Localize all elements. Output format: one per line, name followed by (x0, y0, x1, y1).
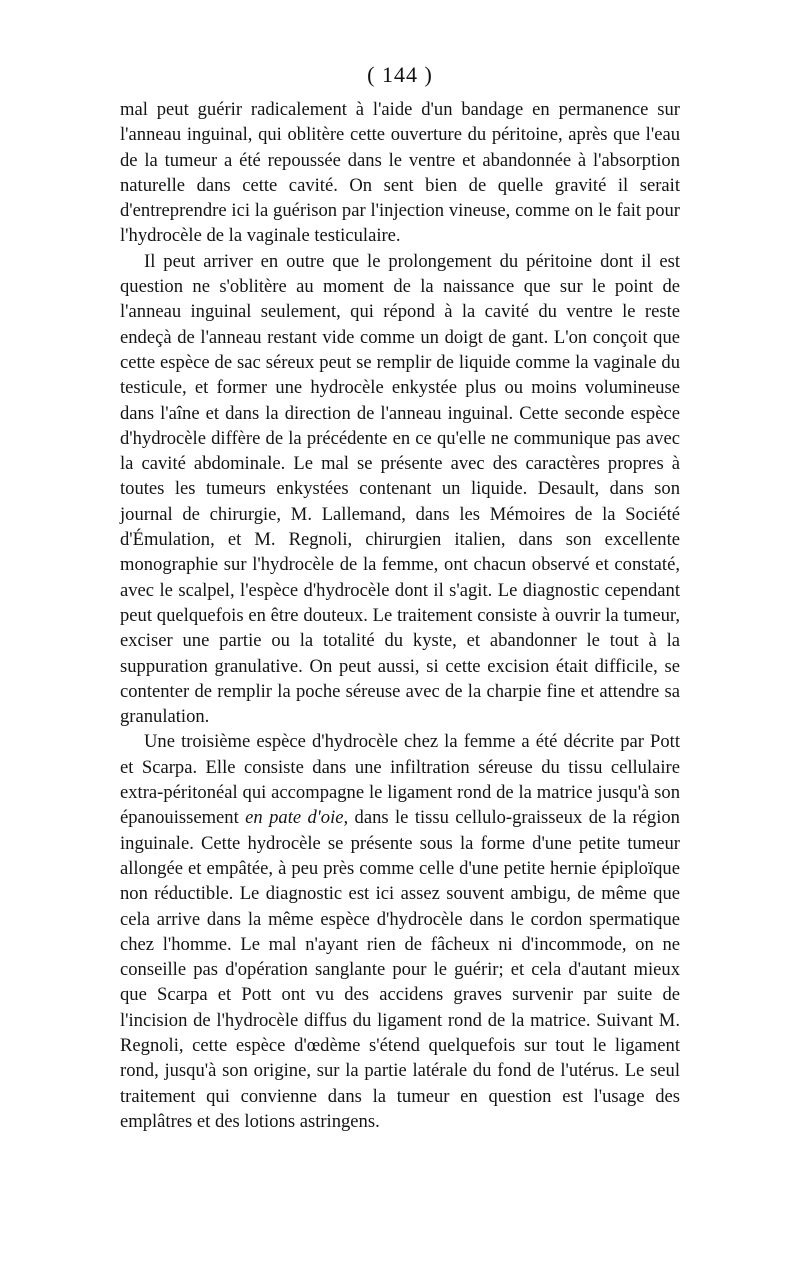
italic-phrase: en pate d'oie, (245, 807, 349, 829)
paragraph-1: mal peut guérir radicalement à l'aide d'un bandage en permanence sur l'anneau inguinal, qui oblitère cette ouverture du péritoine, après que l'eau de la tumeur a été repoussée dans le ventre et abandonnée à l'absorption naturelle dans cette cavité. On sent bien de quelle gravité il serait d'entreprendre ici la guérison par l'injection vineuse, comme on le fait pour l'hydrocèle de la vaginale testiculaire. (120, 99, 680, 247)
paragraph-3 (120, 729, 680, 1134)
paragraph-3-end: dans le tissu cellulo-graisseux de la région inguinale. Cette hydrocèle se présente sous la forme d'une petite tumeur allongée et empâtée, à peu près comme celle d'une petite hernie épiploïque non réductible. Le diagnostic est ici assez souvent ambigu, de même que cela arrive dans la même espèce d'hydrocèle dans le cordon spermatique chez l'homme. Le mal n'ayant rien de fâcheux ni d'incommode, on ne conseille pas d'opération sanglante pour le guérir; et cela d'autant mieux que Scarpa et Pott ont vu des accidens graves survenir par suite de l'incision de l'hydrocèle diffus du ligament rond de la matrice. Suivant M. Regnoli, cette espèce d'œdème s'étend quelquefois sur tout le ligament rond, jusqu'à son origine, sur la partie latérale du fond de l'utérus. Le seul traitement qui convienne dans la tumeur en question est l'usage des emplâtres et des lotions astringens. (120, 807, 680, 1132)
paragraph-3-start: Une troisième espèce d'hydrocèle chez la femme a été décrite par Pott et Scarpa. Elle consiste dans une infiltration séreuse du tissu cellulaire extra-péritonéal qui accompagne le ligament rond de la matrice jusqu'à son épanouissement (120, 731, 680, 829)
page-number: ( 144 ) (367, 62, 433, 87)
paragraph-2: Il peut arriver en outre que le prolongement du péritoine dont il est question ne s'oblitère au moment de la naissance que sur le point de l'anneau inguinal seulement, qui répond à la cavité du ventre le reste endeçà de l'anneau restant vide comme un doigt de gant. L'on conçoit que cette espèce de sac séreux peut se remplir de liquide comme la vaginale du testicule, et former une hydrocèle enkystée plus ou moins volumineuse dans l'aîne et dans la direction de l'anneau inguinal. Cette seconde espèce d'hydrocèle diffère de la précédente en ce qu'elle ne communique pas avec la cavité abdominale. Le mal se présente avec des caractères propres à toutes les tumeurs enkystées contenant un liquide. Desault, dans son journal de chirurgie, M. Lallemand, dans les Mémoires de la Société d'Émulation, et M. Regnoli, chirurgien italien, dans son excellente monographie sur l'hydrocèle de la femme, ont chacun observé et constaté, avec le scalpel, l'espèce d'hydrocèle dont il s'agit. Le diagnostic cependant peut quelquefois en être douteux. Le traitement consiste à ouvrir la tumeur, exciser une partie ou la totalité du kyste, et abandonner le tout à la suppuration granulative. On peut aussi, si cette excision était difficile, se contenter de remplir la poche séreuse avec de la charpie fine et attendre sa granulation. (120, 250, 680, 728)
body-text (120, 97, 680, 1134)
